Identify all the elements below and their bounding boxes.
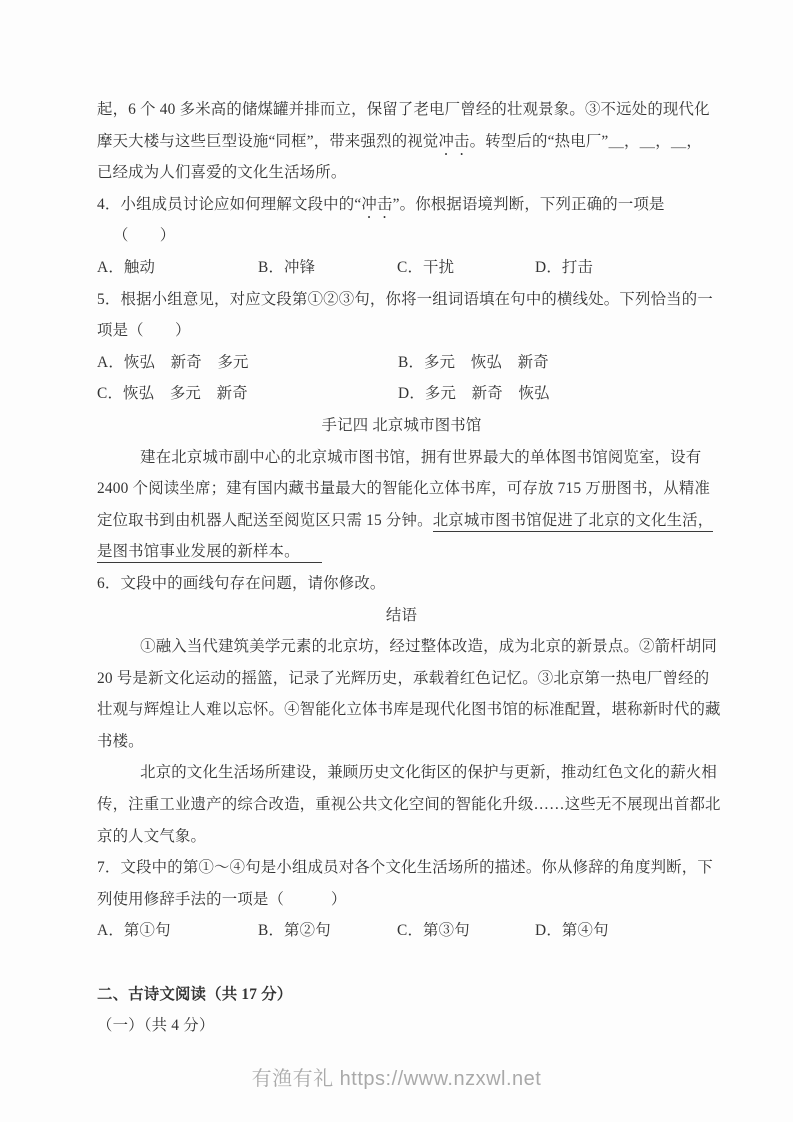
question-5-stem-line-2: 项是（ ） <box>97 322 191 340</box>
conclusion-p2-line-2: 传，注重工业遗产的综合改造，重视公共文化空间的智能化升级……这些无不展现出首都北 <box>97 796 721 814</box>
question-7-option-a: A．第①句 <box>97 922 171 940</box>
question-7-options <box>97 915 706 947</box>
question-7-stem-line-2: 列使用修辞手法的一项是（ ） <box>97 890 347 908</box>
conclusion-p1-line-4: 书楼。 <box>97 732 144 750</box>
passage-line-1: 起，6 个 40 多米高的储煤罐并排而立，保留了老电厂曾经的壮观景象。③不远处的现代化 <box>97 101 710 118</box>
section-2-subheading: （一）（共 4 分） <box>97 1017 215 1035</box>
question-5-option-b: B．多元 恢弘 新奇 <box>398 353 549 371</box>
question-5-option-c: C．恢弘 多元 新奇 <box>97 385 248 403</box>
passage-line-2-pre: 摩天大楼与这些巨型设施“同框”，带来强烈的视觉 <box>97 132 439 150</box>
question-6-stem: 6．文段中的画线句存在问题，请你修改。 <box>97 574 386 592</box>
conclusion-p1-line-3: 壮观与辉煌让人难以忘怀。④智能化立体书库是现代化图书馆的标准配置，堪称新时代的藏 <box>97 701 721 719</box>
note-4-line-1: 建在北京城市副中心的北京城市图书馆，拥有世界最大的单体图书馆阅览室，设有 <box>140 448 702 466</box>
question-5-stem-line-1: 5．根据小组意见，对应文段第①②③句，你将一组词语填在句中的横线处。下列恰当的一 <box>97 290 713 308</box>
question-7-stem-line-1: 7．文段中的第①～④句是小组成员对各个文化生活场所的描述。你从修辞的角度判断，下 <box>97 859 713 877</box>
note-4-line-4 <box>97 536 706 568</box>
question-4-stem-pre: 4．小组成员讨论应如何理解文段中的“ <box>97 195 362 213</box>
passage-line-2 <box>97 126 706 158</box>
question-4-stem-post: ”。你根据语境判断，下列正确的一项是 <box>392 195 665 213</box>
question-5-options-row-2 <box>97 378 706 410</box>
question-4-answer-paren: （ ） <box>113 227 176 245</box>
emphasized-word-chongji: 冲击 <box>438 132 470 150</box>
underlined-sentence-part-2: 是图书馆事业发展的新样本。 <box>97 543 322 563</box>
exam-text-block <box>97 94 721 1042</box>
question-7-option-d: D．第④句 <box>535 922 609 940</box>
question-5-option-a: A．恢弘 新奇 多元 <box>97 353 249 371</box>
passage-line-3: 已经成为人们喜爱的文化生活场所。 <box>97 164 347 182</box>
note-4-line-2: 2400 个阅读坐席；建有国内藏书量最大的智能化立体书库，可存放 715 万册图书，从精准 <box>97 480 711 498</box>
question-4-emphasized-word: 冲击 <box>361 195 393 213</box>
question-5-options-row-1 <box>97 347 706 379</box>
question-7-option-b: B．第②句 <box>258 922 331 940</box>
section-2-heading: 二、古诗文阅读（共 17 分） <box>97 985 293 1003</box>
spacer-row <box>97 947 706 979</box>
conclusion-p1-line-2: 20 号是新文化运动的摇篮，记录了光辉历史，承载着红色记忆。③北京第一热电厂曾经的 <box>97 669 710 687</box>
question-7-option-c: C．第③句 <box>397 922 470 940</box>
question-4-options <box>97 252 706 284</box>
conclusion-p2-line-3: 京的人文气象。 <box>97 827 207 845</box>
conclusion-p1-line-1: ①融入当代建筑美学元素的北京坊，经过整体改造，成为北京的新景点。②箭杆胡同 <box>140 638 717 656</box>
conclusion-title: 结语 <box>385 606 418 624</box>
question-4-option-c: C．干扰 <box>397 258 455 276</box>
note-4-title: 手记四 北京城市图书馆 <box>321 416 482 434</box>
question-5-option-d: D．多元 新奇 恢弘 <box>398 385 550 403</box>
question-4-option-a: A．触动 <box>97 258 156 276</box>
note-4-line-3 <box>97 505 714 537</box>
question-4-option-b: B．冲锋 <box>258 258 316 276</box>
underlined-sentence-part-1: 北京城市图书馆促进了北京的文化生活， <box>433 512 714 532</box>
question-4-stem <box>97 189 706 221</box>
fill-in-blanks: ＿，＿，＿， <box>608 132 702 150</box>
note-4-line-3-pre: 定位取书到由机器人配送至阅览区只需 15 分钟。 <box>97 511 433 529</box>
conclusion-p2-line-1: 北京的文化生活场所建设，兼顾历史文化街区的保护与更新，推动红色文化的薪火相 <box>140 764 717 782</box>
passage-line-2-post: 。转型后的“热电厂” <box>469 132 609 150</box>
question-4-option-d: D．打击 <box>535 258 594 276</box>
site-watermark: 有渔有礼 https://www.nzxwl.net <box>251 1068 542 1090</box>
